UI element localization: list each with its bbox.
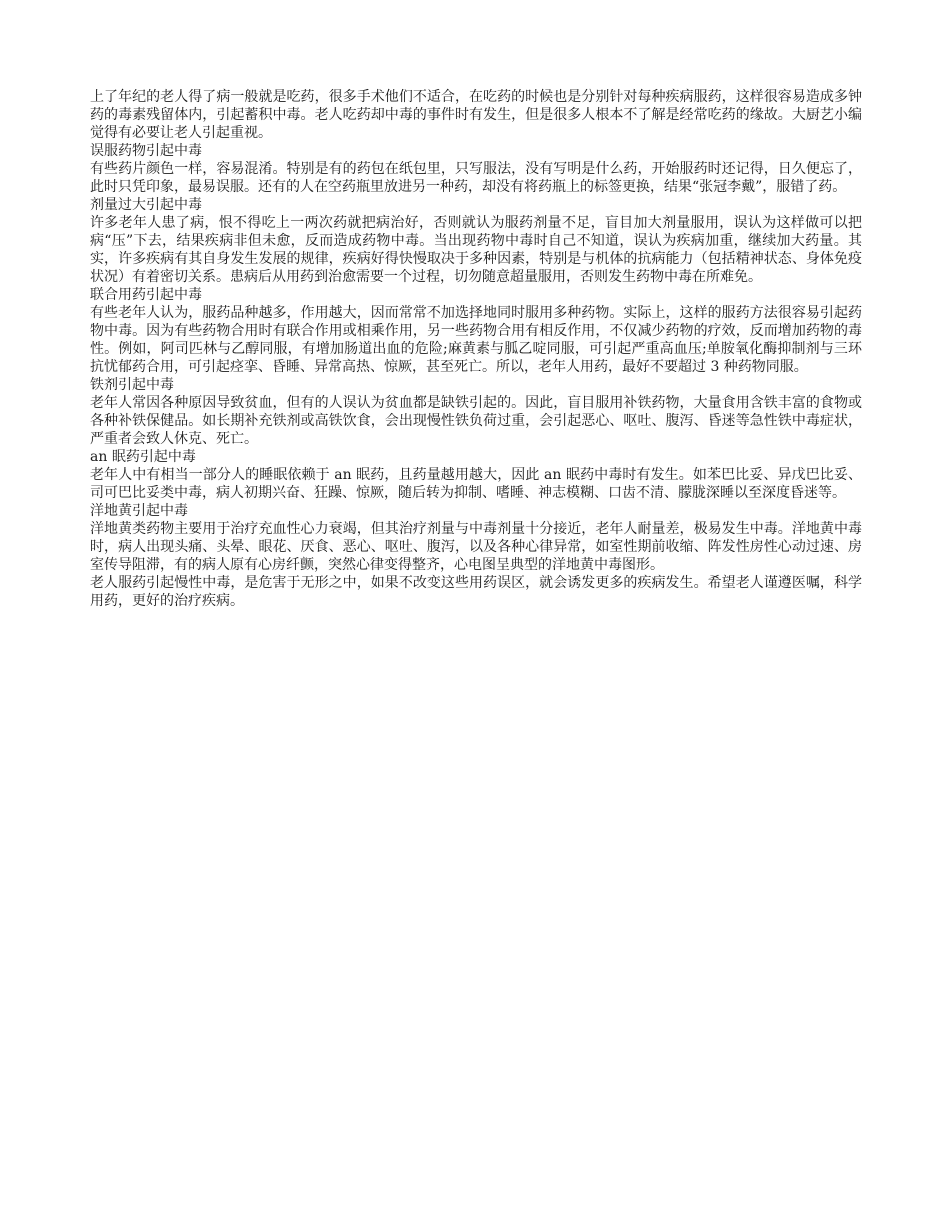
- intro-paragraph: 上了年纪的老人得了病一般就是吃药，很多手术他们不适合，在吃药的时候也是分别针对每种疾病服药，这样很容易造成多钟药的毒素残留体内，引起蓄积中毒。老人吃药却中毒的事件时有发生，但是很多人根本不了解是经常吃药的缘故。大厨艺小编觉得有必要让老人引起重视。: [90, 89, 862, 141]
- section-body-overdose: 许多老年人患了病，恨不得吃上一两次药就把病治好，否则就认为服药剂量不足，盲目加大剂量服用，误认为这样做可以把病“压”下去，结果疾病非但未愈，反而造成药物中毒。当出现药物中毒时自己不知道，误认为疾病加重，继续加大药量。其实，许多疾病有其自身发生发展的规律，疾病好得快慢取决于多种因素，特别是与机体的抗病能力（包括精神状态、身体免疫状况）有着密切关系。患病后从用药到治愈需要一个过程，切勿随意超量服用，否则发生药物中毒在所难免。: [90, 215, 862, 285]
- conclusion-paragraph: 老人服药引起慢性中毒，是危害于无形之中，如果不改变这些用药误区，就会诱发更多的疾病发生。希望老人谨遵医嘱，科学用药，更好的治疗疾病。: [90, 575, 862, 609]
- section-heading-overdose: 剂量过大引起中毒: [90, 197, 202, 213]
- section-heading-digitalis: 洋地黄引起中毒: [90, 503, 188, 519]
- section-heading-misuse: 误服药物引起中毒: [90, 143, 202, 159]
- document-page: [90, 88, 862, 610]
- section-body-iron: 老年人常因各种原因导致贫血，但有的人误认为贫血都是缺铁引起的。因此，盲目服用补铁药物，大量食用含铁丰富的食物或各种补铁保健品。如长期补充铁剂或高铁饮食，会出现慢性铁负荷过重，会引起恶心、呕吐、腹泻、昏迷等急性铁中毒症状，严重者会致人休克、死亡。: [90, 395, 862, 447]
- section-body-combination: 有些老年人认为，服药品种越多，作用越大，因而常常不加选择地同时服用多种药物。实际上，这样的服药方法很容易引起药物中毒。因为有些药物合用时有联合作用或相乘作用，另一些药物合用有相反作用，不仅减少药物的疗效，反而增加药物的毒性。例如，阿司匹林与乙醇同服，有增加肠道出血的危险;麻黄素与胍乙啶同服，可引起严重高血压;单胺氧化酶抑制剂与三环抗忧郁药合用，可引起痉挛、昏睡、异常高热、惊厥，甚至死亡。所以，老年人用药，最好不要超过 3 种药物同服。: [90, 305, 862, 375]
- section-heading-combination: 联合用药引起中毒: [90, 287, 202, 303]
- section-body-misuse: 有些药片颜色一样，容易混淆。特别是有的药包在纸包里，只写服法，没有写明是什么药，开始服药时还记得，日久便忘了，此时只凭印象，最易误服。还有的人在空药瓶里放进另一种药，却没有将药瓶上的标签更换，结果“张冠李戴”，服错了药。: [90, 161, 862, 195]
- section-body-digitalis: 洋地黄类药物主要用于治疗充血性心力衰竭，但其治疗剂量与中毒剂量十分接近，老年人耐量差，极易发生中毒。洋地黄中毒时，病人出现头痛、头晕、眼花、厌食、恶心、呕吐、腹泻，以及各种心律异常，如室性期前收缩、阵发性房性心动过速、房室传导阻滞，有的病人原有心房纤颤，突然心律变得整齐，心电图呈典型的洋地黄中毒图形。: [90, 521, 862, 573]
- section-heading-sleeping-pills: an 眠药引起中毒: [90, 449, 196, 465]
- section-heading-iron: 铁剂引起中毒: [90, 377, 174, 393]
- section-body-sleeping-pills: 老年人中有相当一部分人的睡眠依赖于 an 眠药，且药量越用越大，因此 an 眠药中毒时有发生。如苯巴比妥、异戊巴比妥、司可巴比妥类中毒，病人初期兴奋、狂躁、惊厥，随后转为抑制、嗜睡、神志模糊、口齿不清、朦胧深睡以至深度昏迷等。: [90, 467, 862, 501]
